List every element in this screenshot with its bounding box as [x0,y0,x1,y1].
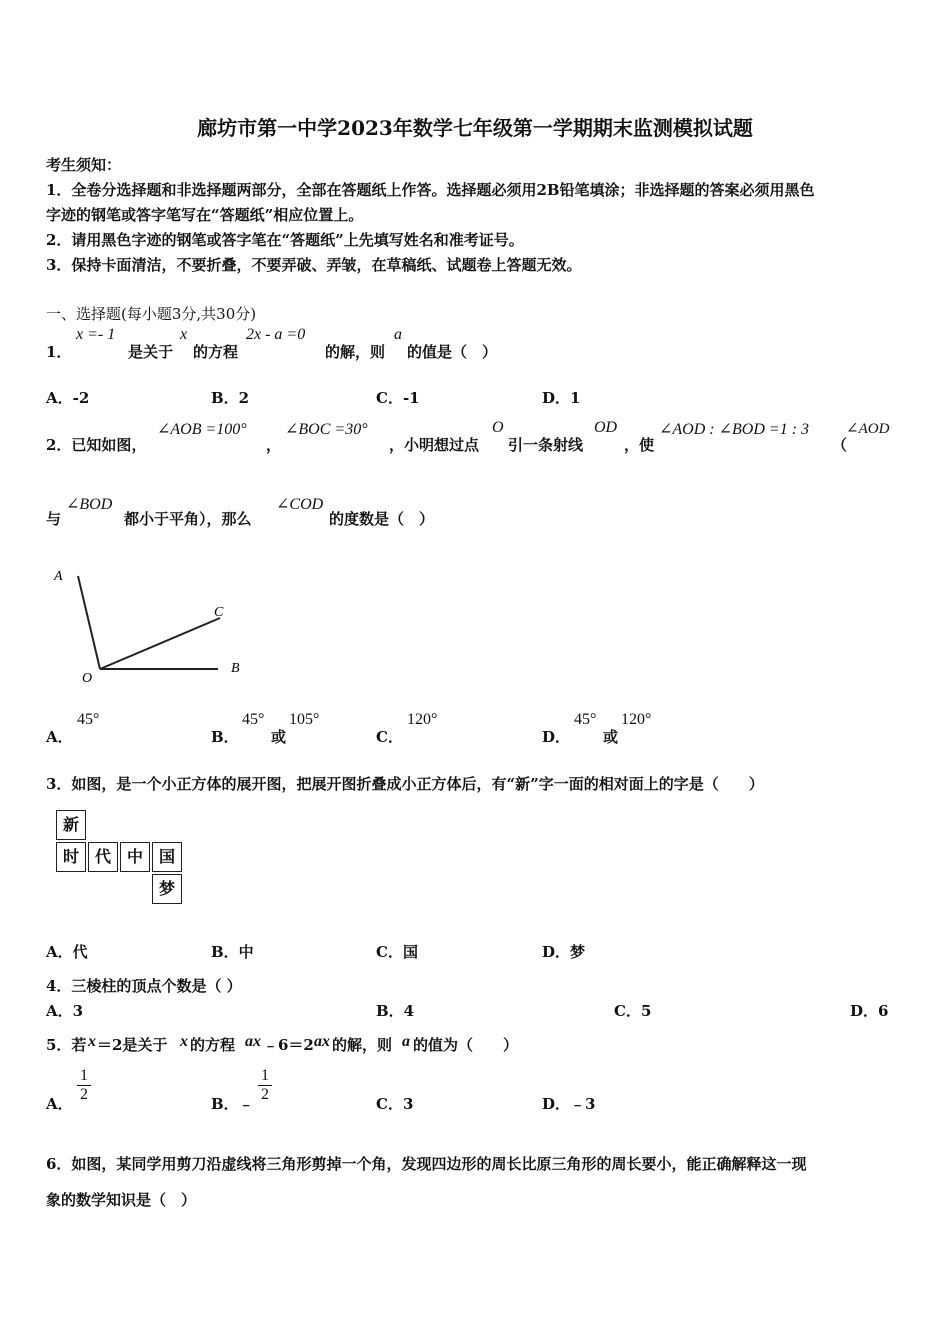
net-cell-zhong: 中 [120,842,150,872]
q1-number: 1． [46,343,72,361]
q1-math-equation: 2x - a =0 [246,326,306,343]
q2-math-boc: ∠BOC =30° [285,421,368,438]
q2-math-ratio: ∠AOD : ∠BOD =1 : 3 [659,421,810,438]
q5-text-4: 的解，则 [332,1036,393,1054]
q5-a-numerator: 1 [80,1067,88,1084]
q5-text-5: 的值为（ ） [413,1036,519,1054]
net-cell-meng: 梦 [152,874,182,904]
ray-oc [100,618,220,669]
q5-var-x2: x [180,1033,188,1050]
q4-option-d[interactable]: D．6 [850,1002,889,1020]
q5-var-ax1: ax [245,1033,261,1050]
q2-option-d-value-1: 45° [574,711,597,728]
q2-option-a-label[interactable]: A． [46,728,73,746]
notice-heading: 考生须知： [46,156,122,174]
q2-option-b-or: 或 [271,728,287,746]
notice-line-3: 3．保持卡面清洁，不要折叠，不要弄破、弄皱，在草稿纸、试题卷上答题无效。 [46,256,582,274]
q2-option-b-value-1: 45° [242,711,265,728]
q5-text-3: ﹣6＝2 [263,1036,314,1054]
q1-option-c[interactable]: C．-1 [376,389,420,407]
q2-text-1: ，小明想过点 [389,436,480,454]
q1-math-a: a [394,326,402,343]
q4-option-c[interactable]: C．5 [614,1002,652,1020]
q5-b-denominator: 2 [261,1086,269,1103]
q2-text-4: （ [832,436,848,454]
q3-option-d[interactable]: D．梦 [542,943,586,961]
q3-option-b[interactable]: B．中 [211,943,254,961]
q5-text-2: 的方程 [190,1036,236,1054]
q1-option-b[interactable]: B．2 [211,389,250,407]
q6-text-line1: 6．如图，某同学用剪刀沿虚线将三角形剪掉一个角，发现四边形的周长比原三角形的周长要小，能正确解释这一现 [46,1155,807,1173]
q5-b-numerator: 1 [261,1067,269,1084]
q2-math-bod: ∠BOD [66,496,113,513]
q3-text: 3．如图，是一个小正方体的展开图，把展开图折叠成小正方体后，有“新”字一面的相对面上的字是（ ） [46,775,764,793]
q2-option-b-value-2: 105° [289,711,320,728]
q2-text-2: 引一条射线 [508,436,584,454]
q2-option-c-label[interactable]: C． [376,728,403,746]
q3-option-c[interactable]: C．国 [376,943,418,961]
q2-text-3: ，使 [624,436,655,454]
q1-option-d[interactable]: D．1 [542,389,581,407]
q2-math-aod: ∠AOD [846,421,890,437]
q5-option-a-fraction [77,1067,91,1104]
q1-option-a[interactable]: A．-2 [46,389,90,407]
label-c: C [214,605,224,620]
q1-text-3: 的解，则 [325,343,386,361]
q1-math-x-eq: x =- 1 [76,326,116,343]
label-o: O [82,671,93,686]
q1-text-1: 是关于 [128,343,174,361]
section-heading: 一、选择题(每小题3分,共30分) [46,305,257,323]
q2-option-d-value-2: 120° [621,711,652,728]
q4-option-b[interactable]: B．4 [376,1002,415,1020]
q1-math-x: x [180,326,188,343]
label-a: A [54,569,63,584]
q5-a-denominator: 2 [80,1086,88,1103]
q5-text-start: 5．若 [46,1036,87,1054]
q5-text-1: ＝2是关于 [97,1036,168,1054]
q2-option-a-value: 45° [77,711,100,728]
net-cell-guo: 国 [152,842,182,872]
q1-text-4: 的值是（ ） [407,343,498,361]
q3-option-a[interactable]: A．代 [46,943,88,961]
notice-line-2: 2．请用黑色字迹的钢笔或答字笔在“答题纸”上先填写姓名和准考证号。 [46,231,524,249]
q2-option-d-label[interactable]: D． [542,728,571,746]
ray-oa [78,576,100,669]
net-cell-xin: 新 [56,810,86,840]
q5-option-a-label[interactable]: A． [46,1095,73,1113]
notice-line-1a: 1．全卷分选择题和非选择题两部分，全部在答题纸上作答。选择题必须用2B铅笔填涂；非选择题的答案必须用黑色 [46,181,815,199]
q5-option-b-label[interactable]: B．﹣ [211,1095,254,1113]
q5-var-ax2: ax [314,1033,330,1050]
net-cell-shi: 时 [56,842,86,872]
q2-math-aob: ∠AOB =100° [157,421,247,438]
label-b: B [231,661,240,676]
q5-option-b-fraction [258,1067,272,1104]
q5-var-x1: x [88,1033,96,1050]
q2-text-start: 2．已知如图， [46,436,147,454]
q6-text-line2: 象的数学知识是（ ） [46,1191,197,1209]
q2-text-5: 与 [46,510,62,528]
q2-math-o: O [492,419,504,436]
q5-option-d[interactable]: D．﹣3 [542,1095,596,1113]
q5-var-a: a [402,1033,410,1050]
q2-option-c-value: 120° [407,711,438,728]
q4-text: 4．三棱柱的顶点个数是（ ） [46,977,242,995]
q2-text-7: 的度数是（ ） [329,510,435,528]
q2-math-od: OD [594,419,618,436]
notice-line-1b: 字迹的钢笔或答字笔写在“答题纸”相应位置上。 [46,206,364,224]
page-title: 廊坊市第一中学2023年数学七年级第一学期期末监测模拟试题 [197,116,753,140]
q2-sep: ， [266,436,282,454]
q4-option-a[interactable]: A．3 [46,1002,84,1020]
net-cell-dai: 代 [88,842,118,872]
q5-option-c[interactable]: C．3 [376,1095,414,1113]
q2-math-cod: ∠COD [276,496,324,513]
q1-text-2: 的方程 [193,343,239,361]
q2-option-d-or: 或 [603,728,619,746]
q2-text-6: 都小于平角），那么 [124,510,252,528]
q2-angle-figure [40,556,260,690]
q2-option-b-label[interactable]: B． [211,728,239,746]
